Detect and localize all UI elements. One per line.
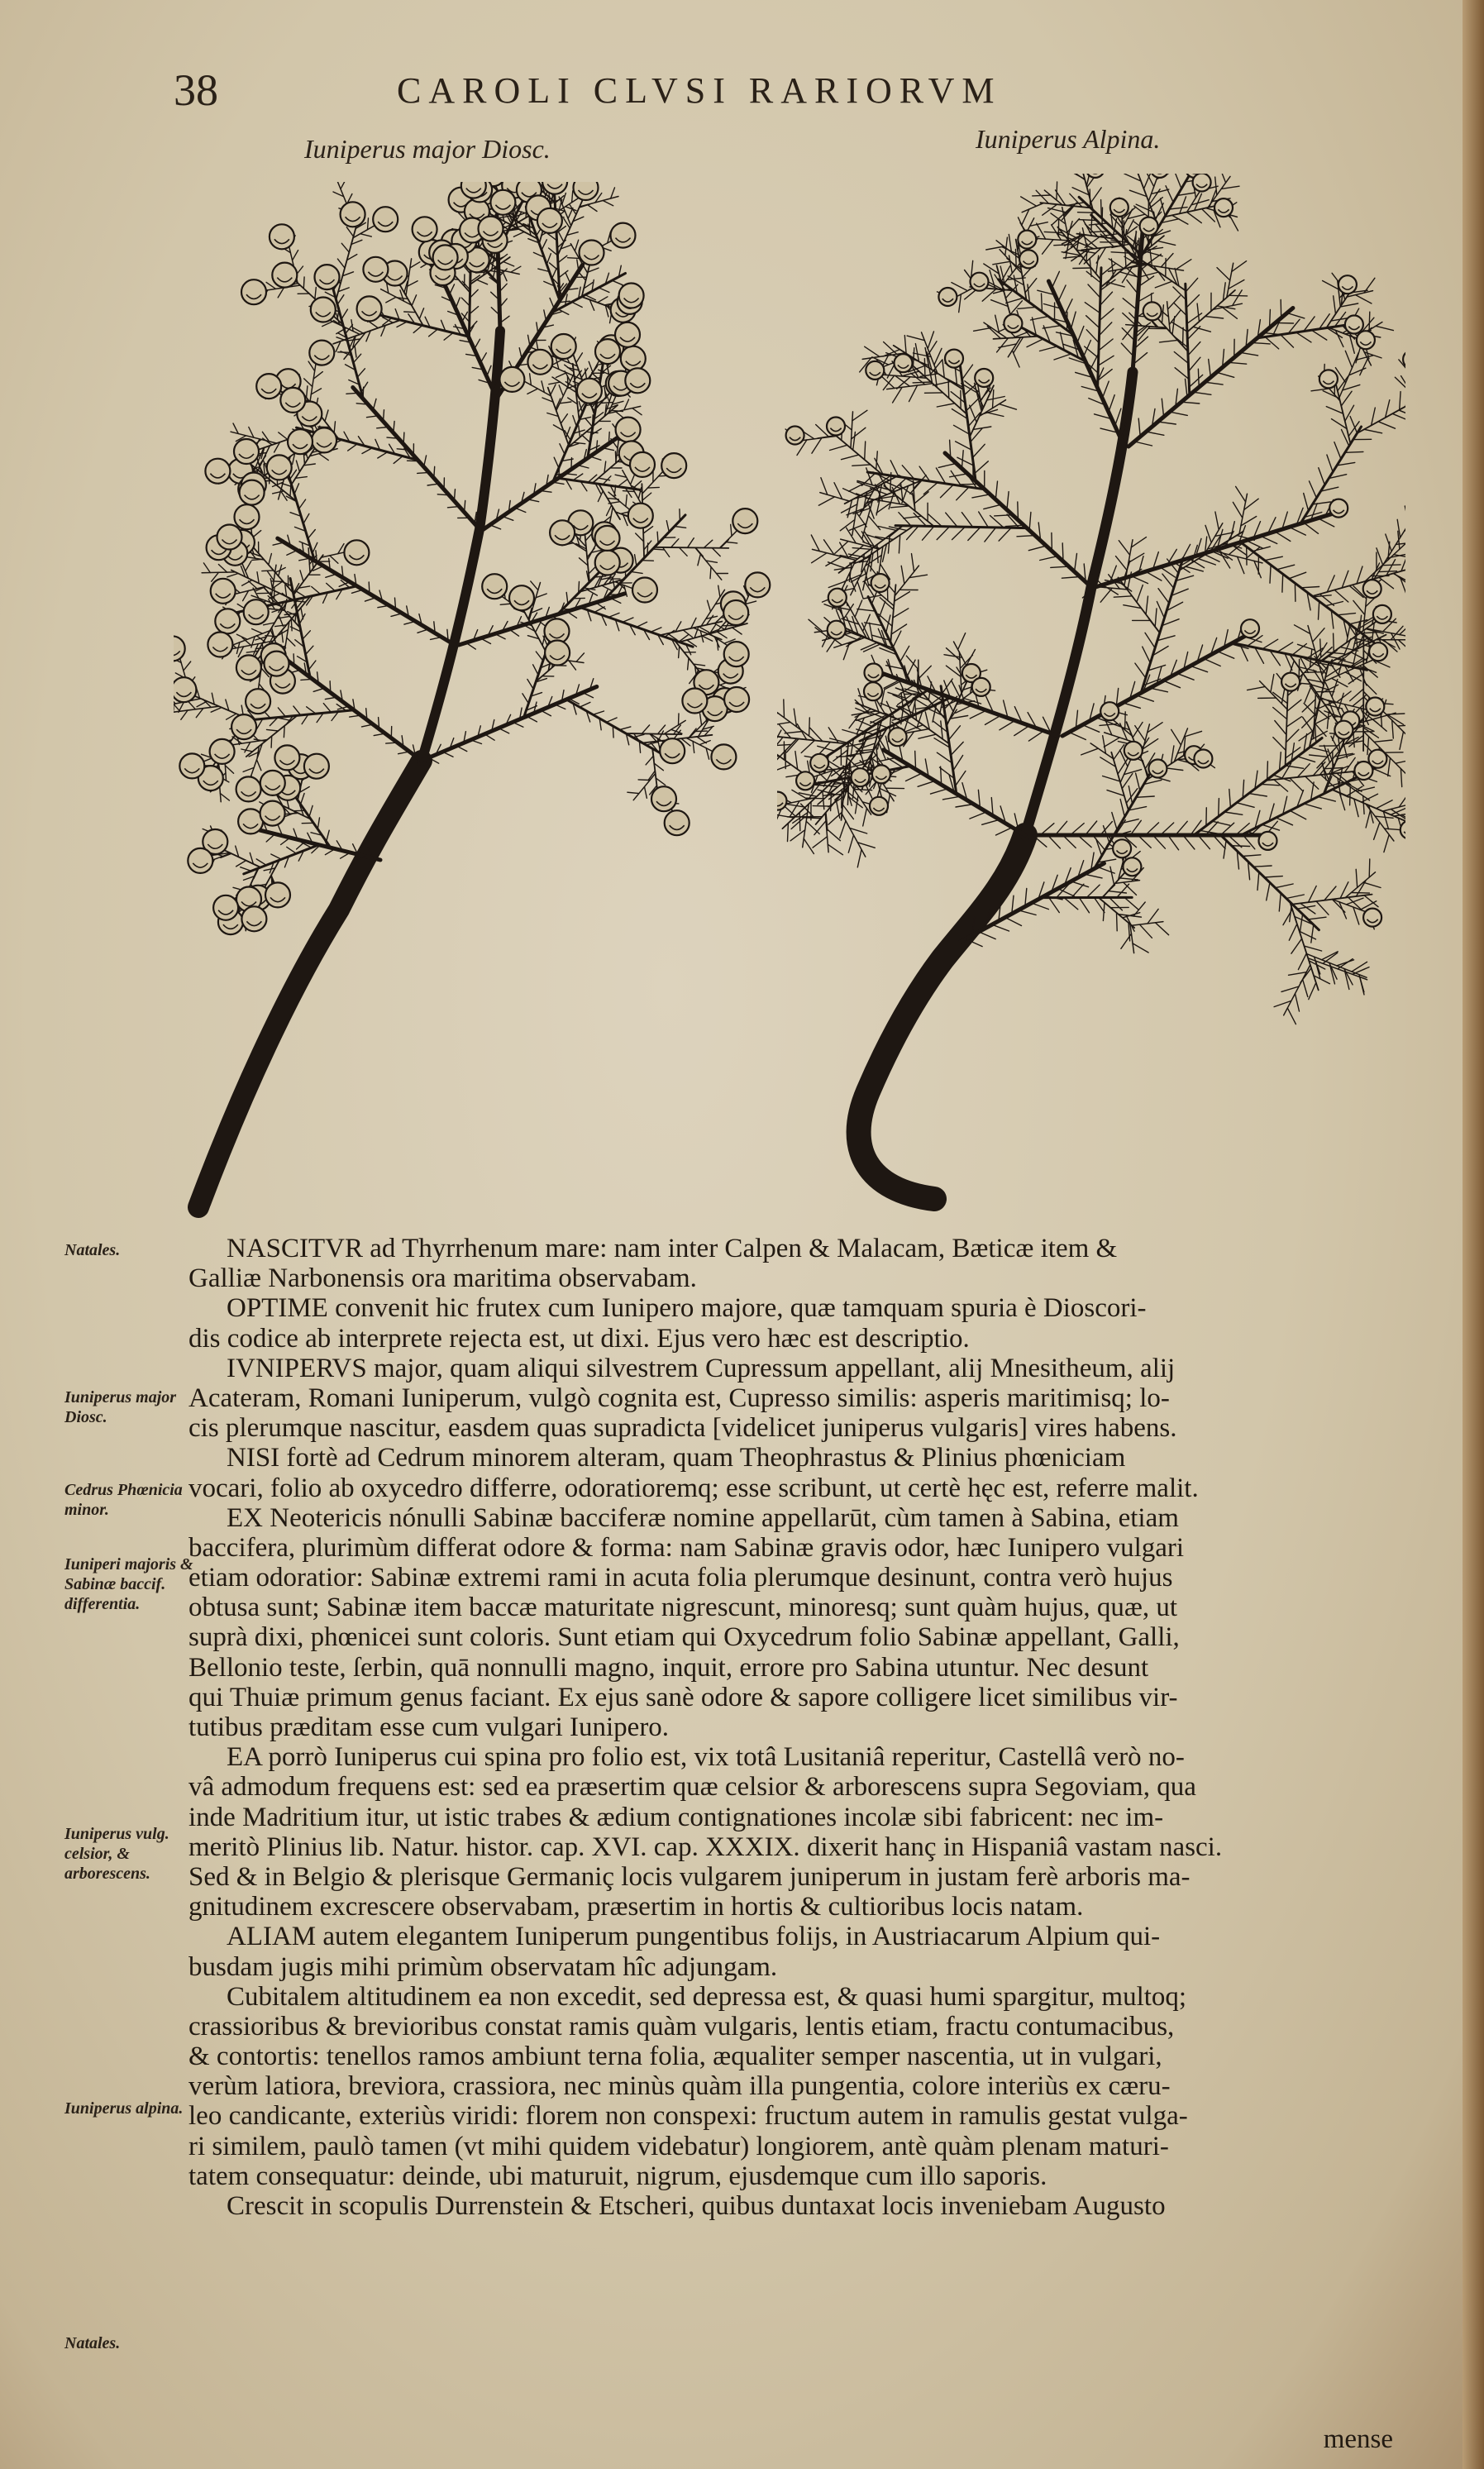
page-number: 38 <box>174 65 218 115</box>
text-line: inde Madritium itur, ut istic trabes & ædium contignationes incolæ sibi fabricent: nec im- <box>188 1802 1164 1832</box>
text-line: gnitudinem excrescere observabam, præsertim in hortis & cultioribus locis natam. <box>188 1892 1084 1922</box>
text-line: leo candicante, exteriùs viridi: florem non conspexi: fructum autem in ramulis gestat vulga- <box>188 2101 1188 2132</box>
text-line: NISI fortè ad Cedrum minorem alteram, quam Theophrastus & Plinius phœniciam <box>227 1443 1126 1473</box>
margin-note: Natales. <box>64 2334 121 2352</box>
text-line: qui Thuiæ primum genus faciant. Ex ejus sanè odore & sapore colligere licet similibus vir- <box>188 1682 1178 1712</box>
text-line: Cubitalem altitudinem ea non excedit, sed depressa est, & quasi humi spargitur, multoq; <box>227 1981 1187 2012</box>
text-line: dis codice ab interprete rejecta est, ut dixi. Ejus vero hæc est descriptio. <box>188 1323 970 1354</box>
text-line: busdam jugis mihi primùm observatam hîc adjungam. <box>188 1951 778 1982</box>
text-line: EA porrò Iuniperus cui spina pro folio est, vix totâ Lusitaniâ reperitur, Castellâ verò no- <box>227 1742 1185 1773</box>
figure-caption-right: Iuniperus Alpina. <box>976 124 1161 154</box>
juniper-major-woodcut <box>174 182 802 1224</box>
margin-note: Natales. <box>64 1241 121 1259</box>
text-line: vâ admodum frequens est: sed ea præsertim quæ celsior & arborescens supra Segoviam, qua <box>188 1772 1196 1803</box>
text-line: Bellonio teste, ſerbin, quā nonnulli magno, inquit, errore pro Sabina utuntur. Nec desunt <box>188 1652 1149 1683</box>
page-edge <box>1463 0 1484 2469</box>
margin-note: Iuniperus vulg. celsior, & arborescens. <box>64 1825 169 1883</box>
text-line: Acateram, Romani Iuniperum, vulgò cognita est, Cupresso similis: asperis maritimisq; lo- <box>188 1383 1170 1413</box>
catchword: mense <box>1323 2424 1393 2454</box>
text-line: ri similem, paulò tamen (vt mihi quidem videbatur) longiorem, antè quàm plenam maturi- <box>188 2131 1169 2161</box>
margin-note: Cedrus Phœnicia minor. <box>64 1481 183 1519</box>
text-line: IVNIPERVS major, quam aliqui silvestrem Cupressum appellant, alij Mnesitheum, alij <box>227 1353 1176 1383</box>
running-header <box>174 64 1232 122</box>
text-line: verùm latiora, breviora, crassiora, nec minùs quàm illa pungentia, colore interiùs ex cæru- <box>188 2071 1171 2102</box>
text-line: obtusa sunt; Sabinæ item baccæ maturitate nigrescunt, minoresq; sunt quàm hujus, quæ, ut <box>188 1593 1178 1623</box>
text-line: & contortis: tenellos ramos ambiunt terna folia, æqualiter semper nascentia, ut in vulgari, <box>188 2042 1162 2072</box>
juniper-alpina-woodcut <box>777 174 1405 1224</box>
text-line: meritò Plinius lib. Natur. histor. cap. XVI. cap. XXXIX. dixerit hanç in Hispaniâ vastam nasci. <box>188 1831 1223 1862</box>
text-line: ALIAM autem elegantem Iuniperum pungentibus folijs, in Austriacarum Alpium qui- <box>227 1922 1161 1952</box>
margin-note: Iuniperus major Diosc. <box>64 1388 177 1426</box>
margin-note: Iuniperi majoris & Sabinæ baccif. differentia. <box>64 1555 193 1613</box>
text-line: NASCITVR ad Thyrrhenum mare: nam inter Calpen & Malacam, Bæticæ item & <box>227 1234 1118 1263</box>
text-line: vocari, folio ab oxycedro differre, odoratioremq; esse scribunt, ut certè hęc est, referre malit. <box>188 1473 1199 1503</box>
margin-note: Iuniperus alpina. <box>64 2099 184 2118</box>
text-line: suprà dixi, phœnicei sunt coloris. Sunt etiam qui Oxycedrum folio Sabinæ appellant, Galli, <box>188 1622 1180 1653</box>
text-line: tatem consequatur: deinde, ubi maturuit, nigrum, ejusdemque cum illo saporis. <box>188 2161 1047 2191</box>
body-text <box>188 1234 1391 2221</box>
running-title: CAROLI CLVSI RARIORVM <box>397 70 1002 111</box>
text-line: cis plerumque nascitur, easdem quas supradicta [videlicet juniperus vulgaris] vires habens. <box>188 1413 1177 1444</box>
text-line: crassioribus & brevioribus constat ramis quàm vulgaris, lentis etiam, fractu contumacibus, <box>188 2011 1175 2042</box>
text-line: etiam odoratior: Sabinæ extremi rami in acuta folia plerumque desinunt, contra verò hujus <box>188 1563 1173 1593</box>
text-line: Galliæ Narbonensis ora maritima observabam. <box>188 1263 697 1294</box>
text-line: Sed & in Belgio & plerisque Germaniç locis vulgarem juniperum in justam ferè arboris ma- <box>188 1861 1191 1892</box>
figure-caption-left: Iuniperus major Diosc. <box>304 134 551 164</box>
text-line: OPTIME convenit hic frutex cum Iunipero majore, quæ tamquam spuria è Dioscori- <box>227 1293 1147 1324</box>
text-line: baccifera, plurimùm differat odore & forma: nam Sabinæ gravis odor, hæc Iunipero vulgari <box>188 1532 1185 1563</box>
text-line: Crescit in scopulis Durrenstein & Etscheri, quibus duntaxat locis inveniebam Augusto <box>227 2191 1166 2221</box>
text-line: tutibus præditam esse cum vulgari Iunipero. <box>188 1712 670 1742</box>
text-line: EX Neotericis nónulli Sabinæ bacciferæ nomine appellarūt, cùm tamen à Sabina, etiam <box>227 1502 1179 1533</box>
